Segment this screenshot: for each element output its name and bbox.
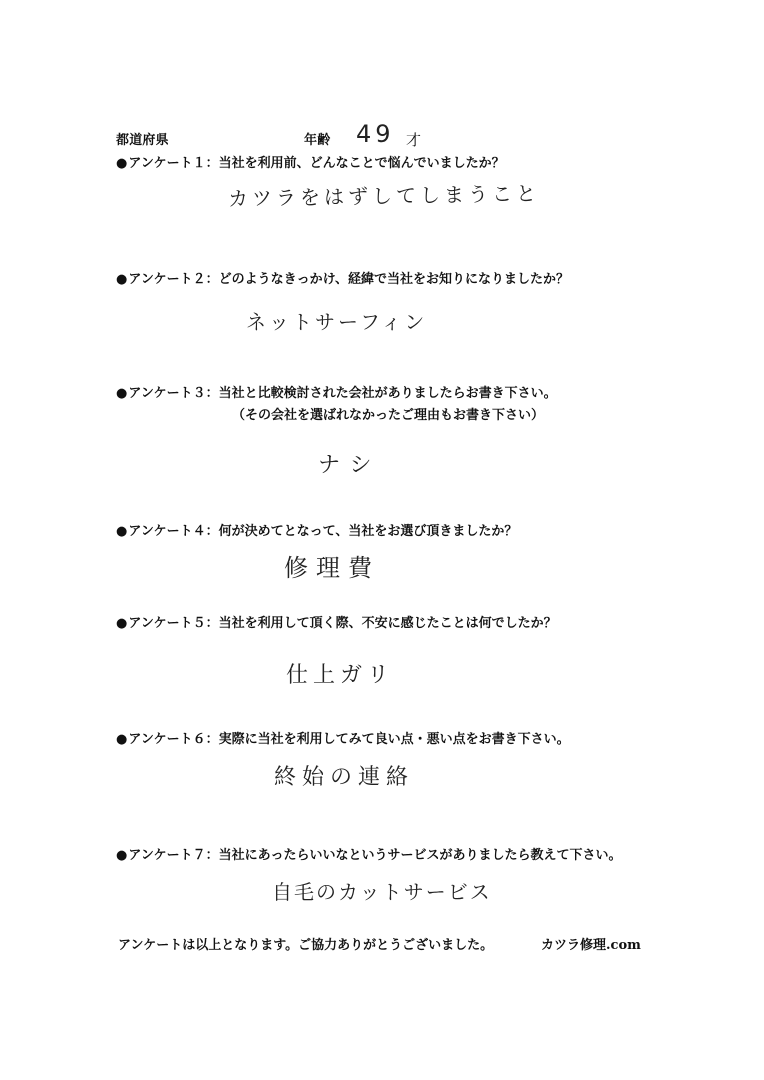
question-3-note: （その会社を選ばれなかったご理由もお書き下さい）: [232, 408, 545, 423]
question-7: [116, 844, 621, 863]
answer-2-handwritten: ネットサーフィン: [246, 310, 428, 334]
question-1: [116, 152, 505, 171]
question-5-prefix: アンケート５：: [128, 616, 219, 631]
bullet-icon: ●: [116, 386, 128, 401]
question-2-prefix: アンケート２：: [128, 272, 219, 287]
question-3-text: 当社と比較検討された会社がありましたらお書き下さい。: [218, 386, 557, 401]
bullet-icon: ●: [116, 272, 128, 287]
footer-brand: カツラ修理.com: [541, 938, 641, 953]
question-1-text: 当社を利用前、どんなことで悩んでいましたか？: [218, 156, 505, 171]
bullet-icon: ●: [116, 732, 128, 747]
question-2-text: どのようなきっかけ、経緯で当社をお知りになりましたか？: [218, 272, 570, 287]
footer-thanks: アンケートは以上となります。ご協力ありがとうございました。: [118, 938, 494, 953]
question-4-text: 何が決めてとなって、当社をお選び頂きましたか？: [218, 524, 518, 539]
answer-6-handwritten: 終始の連絡: [274, 765, 415, 790]
bullet-icon: ●: [116, 848, 128, 863]
question-3-prefix: アンケート３：: [128, 386, 219, 401]
question-5-text: 当社を利用して頂く際、不安に感じたことは何でしたか？: [218, 616, 557, 631]
bullet-icon: ●: [116, 524, 128, 539]
question-6-prefix: アンケート６：: [128, 732, 219, 747]
question-6-text: 実際に当社を利用してみて良い点・悪い点をお書き下さい。: [218, 732, 570, 747]
answer-7-handwritten: 自毛のカットサービス: [272, 880, 492, 904]
age-value-handwritten: 49: [356, 120, 395, 148]
question-7-text: 当社にあったらいいなというサービスがありましたら教えて下さい。: [218, 848, 622, 863]
answer-4-handwritten: 修理費: [284, 554, 380, 582]
age-label: 年齢: [304, 133, 331, 148]
answer-3-handwritten: ナシ: [318, 453, 382, 478]
answer-1-handwritten: カツラをはずしてしまうこと: [227, 181, 541, 211]
question-5: [116, 612, 557, 631]
bullet-icon: ●: [116, 616, 128, 631]
question-4: [116, 520, 517, 539]
bullet-icon: ●: [116, 156, 128, 171]
question-2: [116, 268, 569, 287]
question-1-prefix: アンケート１：: [128, 156, 219, 171]
answer-5-handwritten: 仕上ガリ: [286, 663, 395, 688]
question-4-prefix: アンケート４：: [128, 524, 219, 539]
age-unit: 才: [406, 131, 422, 149]
prefecture-label: 都道府県: [116, 133, 169, 148]
question-7-prefix: アンケート７：: [128, 848, 219, 863]
question-6: [116, 728, 570, 747]
question-3: [116, 382, 557, 401]
